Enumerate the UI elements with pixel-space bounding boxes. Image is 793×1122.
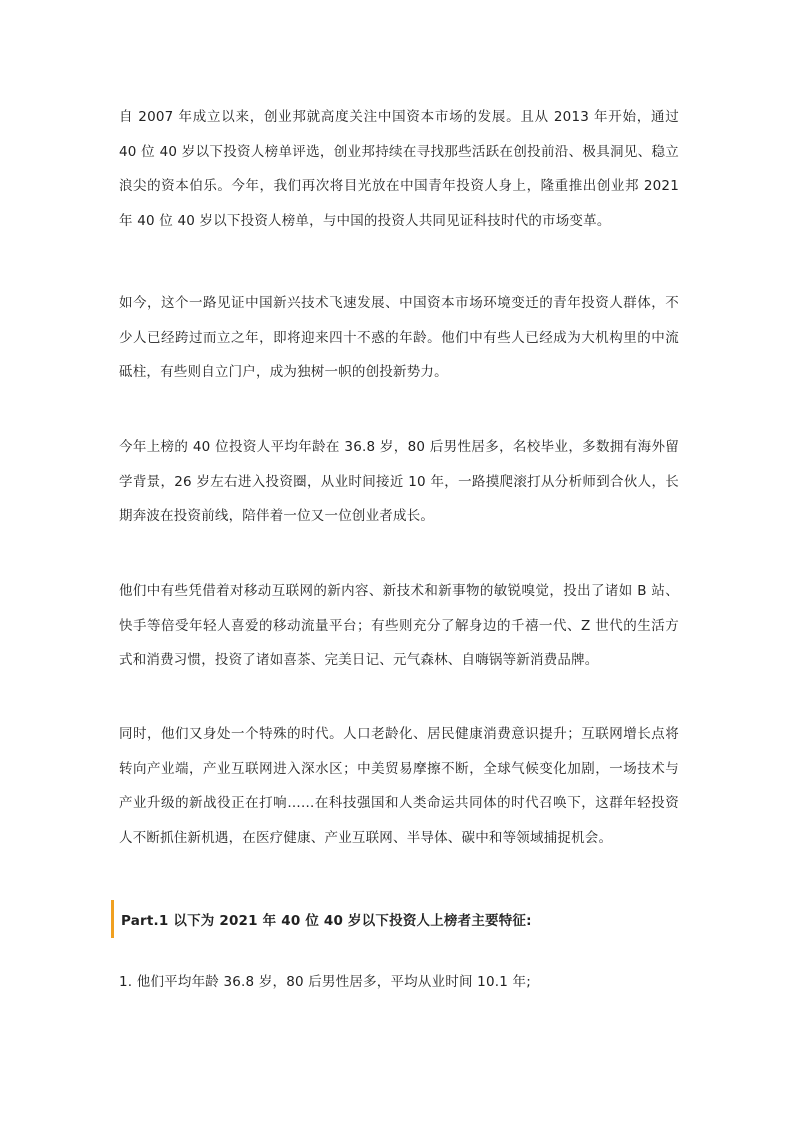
- section-heading-block: [111, 900, 681, 938]
- intro-paragraph: 自 2007 年成立以来，创业邦就高度关注中国资本市场的发展。且从 2013 年开始，通过 40 位 40 岁以下投资人榜单评选，创业邦持续在寻找那些活跃在创投前沿、极具洞见、稳立浪尖的资本伯乐。今年，我们再次将目光放在中国青年投资人身上，隆重推出创业邦 2021 年 40 位 40 岁以下投资人榜单，与中国的投资人共同见证科技时代的市场变革。: [119, 109, 679, 230]
- investment-cases-paragraph: 他们中有些凭借着对移动互联网的新内容、新技术和新事物的敏锐嗅觉，投出了诸如 B 站、快手等倍受年轻人喜爱的移动流量平台；有些则充分了解身边的千禧一代、Z 世代的生活方式和消费习惯，投资了诸如喜茶、完美日记、元气森林、自嗨锅等新消费品牌。: [119, 583, 679, 669]
- heading-accent-bar: [111, 900, 114, 938]
- era-paragraph: 同时，他们又身处一个特殊的时代。人口老龄化、居民健康消费意识提升；互联网增长点将转向产业端，产业互联网进入深水区；中美贸易摩擦不断，全球气候变化加剧，一场技术与产业升级的新战役正在打响……在科技强国和人类命运共同体的时代召唤下，这群年轻投资人不断抓住新机遇，在医疗健康、产业互联网、半导体、碳中和等领域捕捉机会。: [119, 726, 679, 847]
- list-item: 1. 他们平均年龄 36.8 岁，80 后男性居多，平均从业时间 10.1 年;: [119, 974, 531, 990]
- investor-profile-paragraph: 今年上榜的 40 位投资人平均年龄在 36.8 岁，80 后男性居多，名校毕业，多数拥有海外留学背景，26 岁左右进入投资圈，从业时间接近 10 年，一路摸爬滚打从分析师到合伙人，长期奔波在投资前线，陪伴着一位又一位创业者成长。: [119, 439, 679, 525]
- investor-group-paragraph: 如今，这个一路见证中国新兴技术飞速发展、中国资本市场环境变迁的青年投资人群体，不少人已经跨过而立之年，即将迎来四十不惑的年龄。他们中有些人已经成为大机构里的中流砥柱，有些则自立门户，成为独树一帜的创投新势力。: [119, 295, 679, 381]
- section-heading: Part.1 以下为 2021 年 40 位 40 岁以下投资人上榜者主要特征:: [121, 913, 532, 929]
